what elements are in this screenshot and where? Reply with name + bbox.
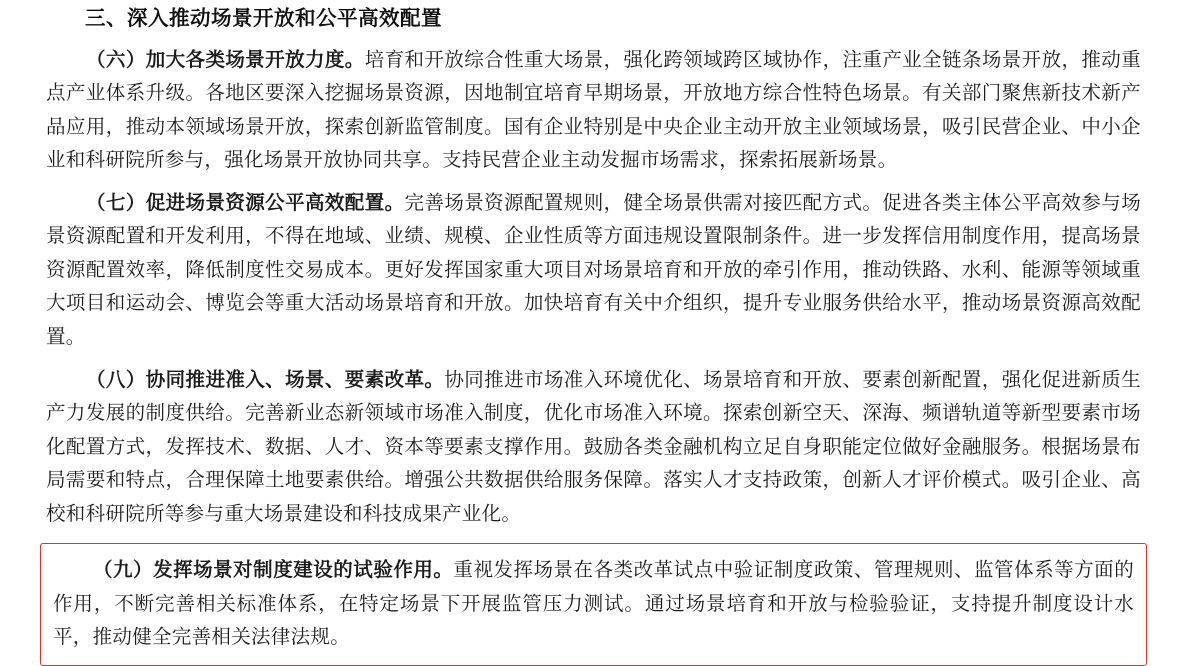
paragraph-eight-lead: （八）协同推进准入、场景、要素改革。 — [86, 369, 445, 391]
paragraph-eight-body: 协同推进市场准入环境优化、场景培育和开放、要素创新配置，强化促进新质生产力发展的制度供给。完善新业态新领域市场准入制度，优化市场准入环境。探索创新空天、深海、频谱轨道等新型要素市场化配置方式，发挥技术、数据、人才、资本等要素支撑作用。鼓励各类金融机构立足自身职能定位做好金融服务。根据场景布局需要和特点，合理保障土地要素供给。增强公共数据供给服务保障。落实人才支持政策，创新人才评价模式。吸引企业、高校和科研院所等参与重大场景建设和科技成果产业化。 — [46, 369, 1141, 525]
paragraph-seven-lead: （七）促进场景资源公平高效配置。 — [86, 192, 405, 214]
paragraph-nine-body: 重视发挥场景在各类改革试点中验证制度政策、管理规则、监管体系等方面的作用，不断完善相关标准体系，在特定场景下开展监管压力测试。通过场景培育和开放与检验验证，支持提升制度设计水平，推动健全完善相关法律法规。 — [53, 560, 1134, 649]
document-page — [0, 4, 1187, 649]
highlight-annotation-box — [40, 543, 1147, 666]
paragraph-six — [40, 44, 1147, 178]
paragraph-seven — [40, 187, 1147, 355]
paragraph-seven-body: 完善场景资源配置规则，健全场景供需对接匹配方式。促进各类主体公平高效参与场景资源配置和开发利用，不得在地域、业绩、规模、企业性质等方面违规设置限制条件。进一步发挥信用制度作用，提高场景资源配置效率，降低制度性交易成本。更好发挥国家重大项目对场景培育和开放的牵引作用，推动铁路、水利、能源等领域重大项目和运动会、博览会等重大活动场景培育和开放。加快培育有关中介组织，提升专业服务供给水平，推动场景资源高效配置。 — [46, 192, 1141, 348]
paragraph-nine-lead: （九）发挥场景对制度建设的试验作用。 — [93, 560, 454, 582]
paragraph-nine — [51, 554, 1136, 655]
paragraph-six-body: 培育和开放综合性重大场景，强化跨领域跨区域协作，注重产业全链条场景开放，推动重点产业体系升级。各地区要深入挖掘场景资源，因地制宜培育早期场景，开放地方综合性特色场景。有关部门聚焦新技术新产品应用，推动本领域场景开放，探索创新监管制度。国有企业特别是中央企业主动开放主业领域场景，吸引民营企业、中小企业和科研院所参与，强化场景开放协同共享。支持民营企业主动发掘市场需求，探索拓展新场景。 — [46, 49, 1142, 172]
paragraph-six-lead: （六）加大各类场景开放力度。 — [86, 49, 365, 71]
paragraph-eight — [40, 364, 1147, 532]
section-heading: 三、深入推动场景开放和公平高效配置 — [85, 8, 442, 30]
